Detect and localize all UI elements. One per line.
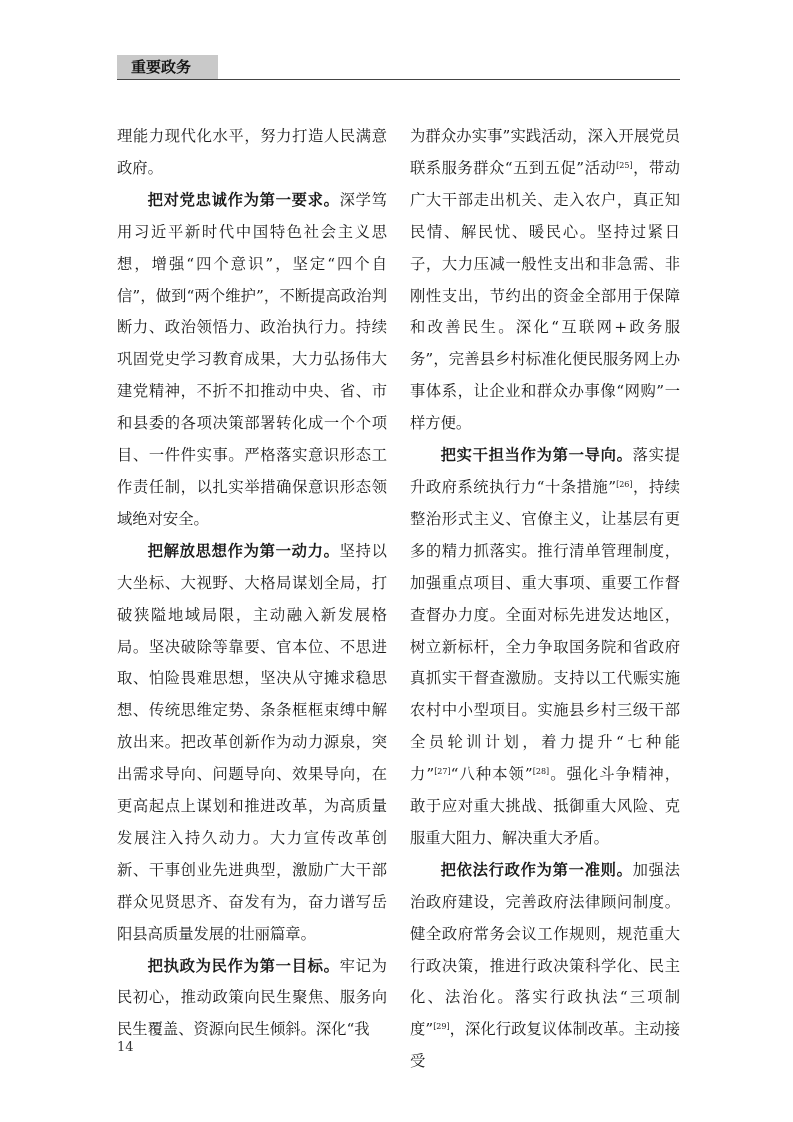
right-text-column	[410, 121, 680, 1078]
paragraph	[117, 951, 387, 1047]
paragraph-heading: 把执政为民作为第一目标。	[147, 956, 340, 975]
paragraph-text: ，持续整治形式主义、官僚主义，让基层有更多的精力抓落实。推行清单管理制度，加强重点项目、重大事项、重要工作督查督办力度。全面对标先进发达地区，树立新标杆，全力争取国务院和省政府真抓实干督查激励。支持以工代赈实施农村中小型项目。实施县乡村三级干部全员轮训计划，着力提升“七种能力”	[410, 477, 680, 784]
paragraph-heading: 把解放思想作为第一动力。	[147, 541, 340, 560]
footnote-reference: [29]	[433, 1022, 450, 1032]
paragraph-text: “八种本领”	[450, 765, 533, 784]
footnote-reference: [27]	[434, 766, 451, 776]
footnote-reference: [25]	[616, 160, 633, 170]
paragraph	[410, 440, 680, 855]
paragraph-text: 理能力现代化水平，努力打造人民满意政府。	[117, 127, 387, 177]
paragraph-heading: 把依法行政作为第一准则。	[440, 860, 633, 879]
header-rule	[117, 79, 680, 80]
paragraph-text: 牢记为民初心，推动政策向民生聚焦、服务向民生覆盖、资源向民生倾斜。深化“我	[117, 956, 387, 1039]
paragraph-text: 深学笃用习近平新时代中国特色社会主义思想，增强“四个意识”，坚定“四个自信”，做到“两个维护”，不断提高政治判断力、政治领悟力、政治执行力。持续巩固党史学习教育成果，大力弘扬伟大建党精神，不折不扣推动中央、省、市和县委的各项决策部署转化成一个个项目、一件件实事。严格落实意识形态工作责任制，以扎实举措确保意识形态领域绝对安全。	[117, 190, 387, 528]
paragraph	[117, 185, 387, 536]
section-header-tab	[117, 55, 218, 79]
paragraph-text: 加强法治政府建设，完善政府法律顾问制度。健全政府常务会议工作规则，规范重大行政决策，推进行政决策科学化、民主化、法治化。落实行政执法“三项制度”	[410, 860, 680, 1039]
paragraph-text: ，带动广大干部走出机关、走入农户，真正知民情、解民忧、暖民心。坚持过紧日子，大力压减一般性支出和非急需、非刚性支出，节约出的资金全部用于保障和改善民生。深化“互联网+政务服务”，完善县乡村标准化便民服务网上办事体系，让企业和群众办事像“网购”一样方便。	[410, 158, 680, 433]
paragraph	[117, 121, 387, 185]
paragraph	[117, 536, 387, 951]
section-title: 重要政务	[131, 58, 192, 76]
left-text-column	[117, 121, 387, 1046]
paragraph	[410, 855, 680, 1078]
paragraph-text: 落实提升政府系统执行力“十条措施”	[410, 446, 680, 496]
paragraph-text: ，深化行政复议体制改革。主动接受	[410, 1020, 680, 1071]
paragraph-text: 为群众办实事”实践活动，深入开展党员联系服务群众“五到五促”活动	[410, 127, 680, 177]
paragraph-heading: 把对党忠诚作为第一要求。	[147, 190, 340, 209]
paragraph-text: 。强化斗争精神，敢于应对重大挑战、抵御重大风险、克服重大阻力、解决重大矛盾。	[410, 765, 680, 847]
paragraph	[410, 121, 680, 440]
paragraph-text: 坚持以大坐标、大视野、大格局谋划全局，打破狭隘地域局限，主动融入新发展格局。坚决破除等靠要、官本位、不思进取、怕险畏难思想，坚决从守摊求稳思想、传统思维定势、条条框框束缚中解放出来。把改革创新作为动力源泉，突出需求导向、问题导向、效果导向，在更高起点上谋划和推进改革，为高质量发展注入持久动力。大力宣传改革创新、干事创业先进典型，激励广大干部群众见贤思齐、奋发有为，奋力谱写岳阳县高质量发展的壮丽篇章。	[117, 541, 387, 943]
page-number: 14	[117, 1040, 134, 1055]
footnote-reference: [26]	[616, 479, 633, 489]
paragraph-heading: 把实干担当作为第一导向。	[440, 446, 633, 465]
footnote-reference: [28]	[532, 766, 550, 776]
